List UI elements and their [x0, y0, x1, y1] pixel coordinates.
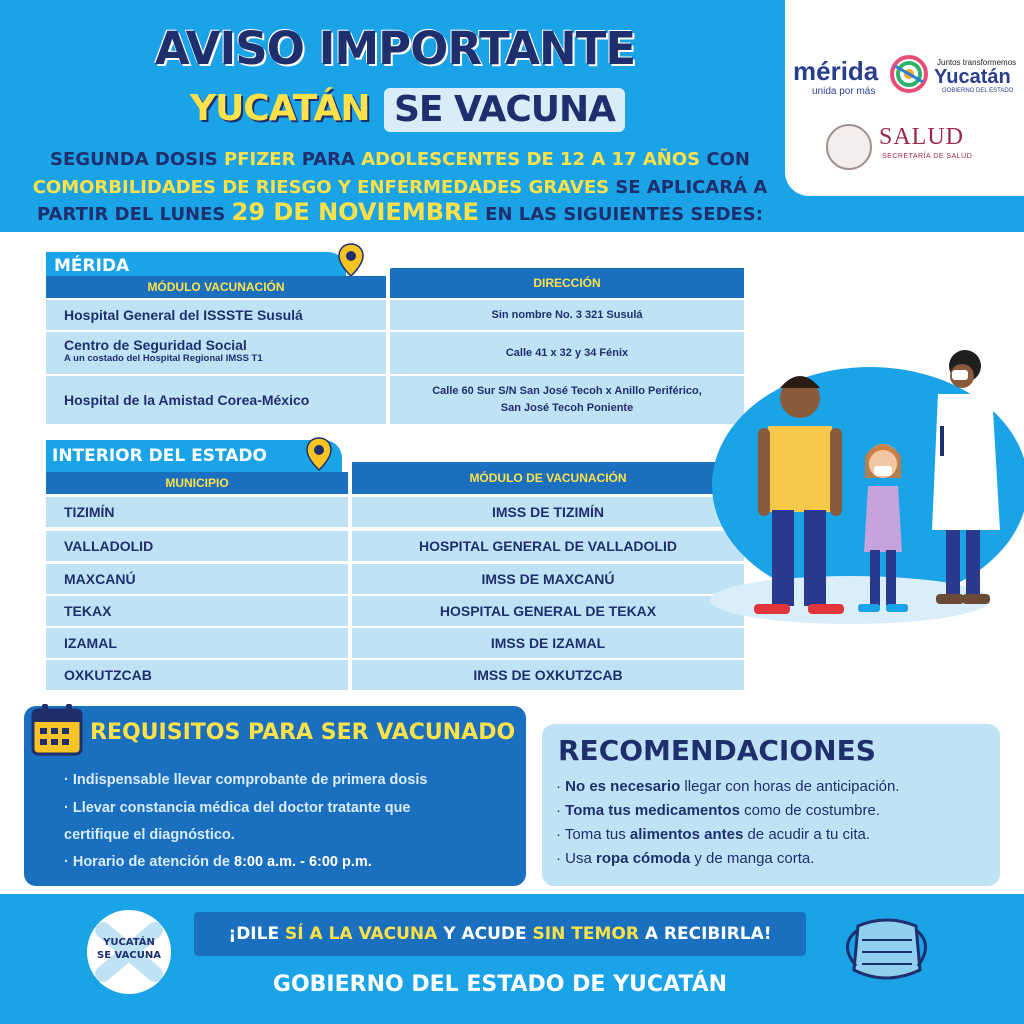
table-row-municipio: IZAMAL — [46, 628, 348, 658]
address: Calle 41 x 32 y 34 Fénix — [505, 347, 629, 359]
table-row-municipio: TIZIMÍN — [46, 497, 348, 527]
table-row-modulo: IMSS DE OXKUTZCAB — [352, 660, 744, 690]
subtitle-se-vacuna: SE VACUNA — [384, 88, 625, 132]
module-name: Hospital General del ISSSTE Susulá — [64, 307, 303, 323]
slogan — [194, 924, 806, 944]
text: llegar con horas de anticipación. — [680, 778, 900, 795]
table-row-modulo: IMSS DE IZAMAL — [352, 628, 744, 658]
module-name: Centro de Seguridad Social — [64, 337, 247, 353]
yucatan-logo-icon — [889, 54, 929, 94]
table-row — [46, 376, 386, 424]
address-line-2: San José Tecoh Poniente — [500, 402, 634, 414]
column-header-modulo: MÓDULO VACUNACIÓN — [46, 276, 386, 298]
highlight-age: ADOLESCENTES DE 12 A 17 AÑOS — [361, 149, 701, 170]
column-header-modulo-vacunacion: MÓDULO DE VACUNACIÓN — [352, 462, 744, 494]
column-header-direccion: DIRECCIÓN — [390, 268, 744, 298]
announcement-line-1 — [20, 146, 780, 174]
face-mask-icon — [836, 908, 936, 994]
badge-text — [85, 936, 173, 962]
badge-line-2: SE VACUNA — [97, 950, 161, 961]
module-name: Hospital de la Amistad Corea-México — [64, 392, 310, 408]
recomendacion-1 — [556, 778, 900, 795]
table-row — [390, 332, 744, 374]
highlight: SÍ A LA VACUNA — [285, 924, 438, 944]
text: EN LAS SIGUIENTES SEDES: — [478, 204, 763, 225]
page-title: AVISO IMPORTANTE — [154, 22, 636, 75]
bold-text: No es necesario — [565, 778, 681, 795]
requisito-2: · Llevar constancia médica del doctor tratante que — [64, 800, 411, 816]
text: PARTIR DEL LUNES — [37, 204, 232, 225]
salud-subtitle: SECRETARÍA DE SALUD — [882, 153, 973, 160]
text: · Horario de atención de — [64, 854, 234, 870]
table-row-modulo: HOSPITAL GENERAL DE TEKAX — [352, 596, 744, 626]
announcement-line-3 — [20, 198, 780, 229]
badge-line-1: YUCATÁN — [103, 937, 155, 948]
highlight-pfizer: PFIZER — [224, 149, 296, 170]
vaccination-illustration — [700, 330, 1024, 650]
text: SEGUNDA DOSIS — [50, 149, 225, 170]
table-row-municipio: MAXCANÚ — [46, 564, 348, 594]
text: SE APLICARÁ A — [609, 177, 768, 198]
recomendacion-2 — [556, 802, 880, 819]
recomendaciones-title: RECOMENDACIONES — [558, 734, 876, 767]
bold-text: alimentos antes — [629, 826, 744, 843]
location-pin-icon — [306, 437, 332, 471]
table-row — [390, 376, 744, 424]
schedule: 8:00 a.m. - 6:00 p.m. — [234, 854, 372, 870]
text: Y ACUDE — [437, 924, 533, 944]
requisito-2-cont: certifique el diagnóstico. — [64, 827, 235, 843]
mexico-seal-icon — [826, 124, 872, 170]
table-row — [390, 300, 744, 330]
section-title: MÉRIDA — [54, 256, 130, 276]
module-note: A un costado del Hospital Regional IMSS T1 — [64, 353, 263, 364]
text: PARA — [295, 149, 362, 170]
subtitle-yucatan: YUCATÁN — [190, 88, 370, 129]
merida-tagline: unida por más — [812, 86, 876, 97]
yucatan-logo-top: Juntos transformemos — [937, 58, 1017, 67]
calendar-icon — [30, 702, 84, 758]
table-row — [46, 332, 386, 374]
bold-text: Toma tus medicamentos — [565, 802, 740, 819]
text: y de manga corta. — [690, 850, 815, 867]
table-row-modulo: HOSPITAL GENERAL DE VALLADOLID — [352, 531, 744, 561]
text: · — [556, 778, 566, 795]
table-row-municipio: OXKUTZCAB — [46, 660, 348, 690]
recomendacion-3 — [556, 826, 870, 843]
text: como de costumbre. — [739, 802, 880, 819]
yucatan-logo-name: Yucatán — [934, 66, 1011, 88]
text: · — [556, 802, 566, 819]
section-title: INTERIOR DEL ESTADO — [52, 446, 267, 466]
table-row-modulo: IMSS DE MAXCANÚ — [352, 564, 744, 594]
bold-text: ropa cómoda — [596, 850, 691, 867]
requisitos-title: REQUISITOS PARA SER VACUNADO — [90, 720, 516, 745]
text: CON — [700, 149, 750, 170]
text: · Toma tus — [556, 826, 630, 843]
salud-logo: SALUD — [879, 124, 965, 150]
text: de acudir a tu cita. — [743, 826, 871, 843]
column-header-municipio: MUNICIPIO — [46, 472, 348, 494]
logos-panel — [785, 0, 1024, 196]
text: A RECIBIRLA! — [638, 924, 772, 944]
table-row-municipio: TEKAX — [46, 596, 348, 626]
highlight: SIN TEMOR — [532, 924, 639, 944]
table-row — [46, 300, 386, 330]
text: ¡DILE — [228, 924, 285, 944]
yucatan-logo-gov: GOBIERNO DEL ESTADO — [942, 88, 1014, 94]
recomendacion-4 — [556, 850, 814, 867]
address: Sin nombre No. 3 321 Susulá — [491, 309, 643, 321]
table-row-modulo: IMSS DE TIZIMÍN — [352, 497, 744, 527]
address: Calle 60 Sur S/N San José Tecoh x Anillo Periférico, — [432, 385, 702, 397]
location-pin-icon — [338, 243, 364, 277]
highlight-date: 29 DE NOVIEMBRE — [231, 198, 479, 226]
text: · Usa — [556, 850, 597, 867]
highlight-comorbidities: COMORBILIDADES DE RIESGO Y ENFERMEDADES GRAVES — [32, 177, 610, 198]
requisito-3 — [64, 854, 372, 870]
requisito-1: · Indispensable llevar comprobante de primera dosis — [64, 772, 428, 788]
merida-logo: mérida — [793, 56, 879, 86]
government-name: GOBIERNO DEL ESTADO DE YUCATÁN — [272, 972, 728, 997]
table-row-municipio: VALLADOLID — [46, 531, 348, 561]
